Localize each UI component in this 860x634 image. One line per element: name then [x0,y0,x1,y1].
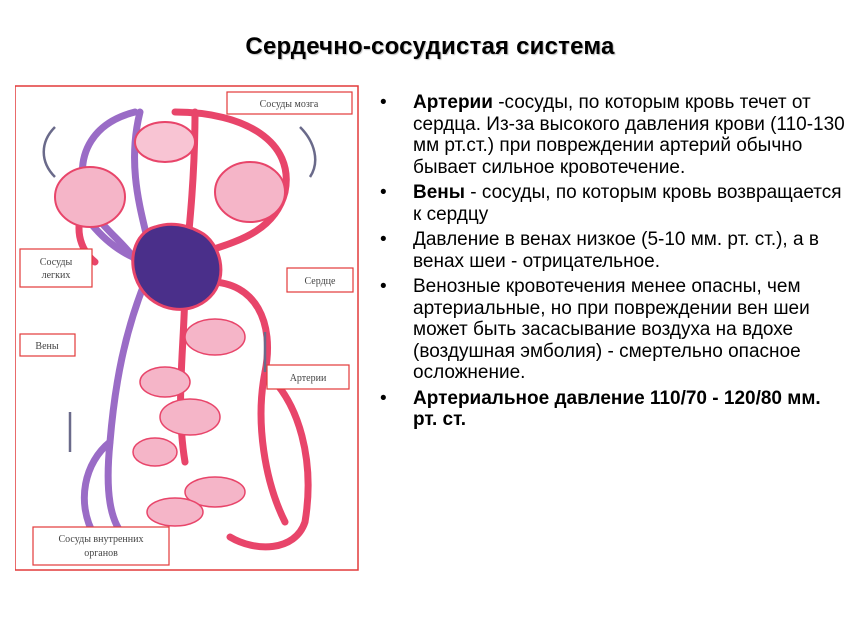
circulatory-diagram [15,82,360,572]
bullet-item-vein-pressure [380,229,850,272]
bullet-bold: Вены [413,182,465,203]
label-brain-vessels: Сосуды мозга [259,99,319,110]
label-lung-vessels-2: легких [41,270,71,281]
bullet-dot: • [380,276,387,297]
bullet-item-veins [380,182,850,225]
label-organ-vessels-2: органов [84,548,118,559]
label-lung-vessels-1: Сосуды [39,257,73,268]
bullet-bold: Артерии [413,92,493,113]
label-heart: Сердце [304,276,336,287]
circulatory-diagram-svg [15,82,360,572]
bullet-item-blood-pressure [380,388,850,431]
bullet-item-arteries [380,92,850,178]
bullet-text: - сосуды, по которым кровь возвращается к сердцу [413,182,842,225]
bullet-dot: • [380,229,387,250]
bullet-text: Давление в венах низкое (5-10 мм. рт. ст.), а в венах шеи - отрицательное. [413,229,819,272]
bullet-text: -сосуды, по которым кровь течет от сердца. Из-за высокого давления крови (110-130 мм рт.ст.) при повреждении артерий обычно бывает сильное кровотечение. [413,92,845,178]
label-veins: Вены [35,341,59,352]
bullet-bold: Артериальное давление 110/70 - 120/80 мм. рт. ст. [413,387,821,430]
organ-capillaries [133,319,245,526]
slide-title: Сердечно-сосудистая система [245,33,615,60]
bullet-dot: • [380,387,387,409]
bullet-dot: • [380,92,387,113]
label-arteries: Артерии [289,373,327,384]
bullet-list [380,92,850,435]
label-organ-vessels-1: Сосуды внутренних [58,534,144,545]
bullet-dot: • [380,182,387,203]
heart-shape [133,224,221,309]
bullet-text: Венозные кровотечения менее опасны, чем артериальные, но при повреждении вен шеи может быть засасывание воздуха на вдохе (воздушная эмболия) - смертельно опасное осложнение. [413,276,810,383]
bullet-item-venous-bleeding [380,276,850,384]
